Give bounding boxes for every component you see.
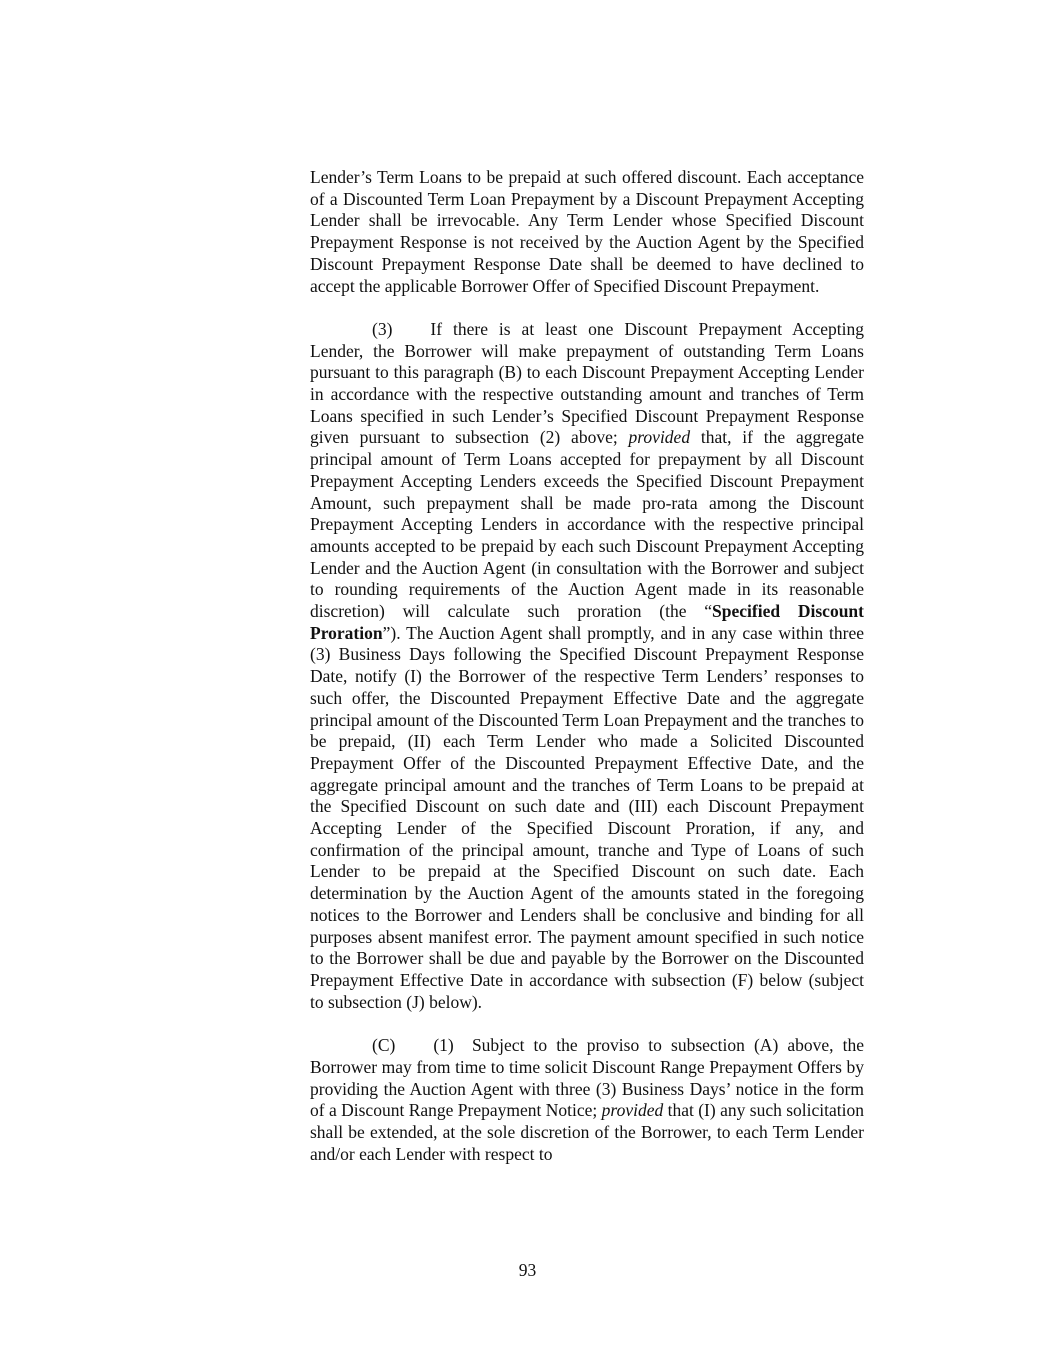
paragraph-3 [310,319,864,1014]
paragraph-text-a: If there is at least one Discount Prepayment Accepting Lender, the Borrower will make prepayment of outstanding Term Loans pursuant to this paragraph (B) to each Discount Prepayment Accepting Lender in accordance with the respective outstanding amount and tranches of Term Loans specified in such Lender’s Specified Discount Prepayment Response given pursuant to subsection (2) above; [310,318,864,448]
paragraph-text-c: ”). The Auction Agent shall promptly, and in any case within three (3) Business Days following the Specified Discount Prepayment Response Date, notify (I) the Borrower of the respective Term Lenders’ responses to such offer, the Discounted Prepayment Effective Date and the aggregate principal amount of the Discounted Term Loan Prepayment and the tranches to be prepaid, (II) each Term Lender who made a Solicited Discounted Prepayment Offer of the Discounted Prepayment Effective Date, and the aggregate principal amount and the tranches of Term Loans to be prepaid at the Specified Discount on such date and (III) each Discount Prepayment Accepting Lender of the Specified Discount Proration, if any, and confirmation of the principal amount, tranche and Type of Loans of such Lender to be prepaid at the Specified Discount on such date. Each determination by the Auction Agent of the amounts stated in the foregoing notices to the Borrower and Lenders shall be conclusive and binding for all purposes absent manifest error. The payment amount specified in such notice to the Borrower shall be due and payable by the Borrower on the Discounted Prepayment Effective Date in accordance with subsection (F) below (subject to subsection (J) below). [310,622,864,1012]
paragraph-text-b: that (I) any such solicitation shall be extended, at the sole discretion of the Borrower, to each Term Lender and/or each Lender with respect to [310,1100,864,1164]
paragraph-text: Lender’s Term Loans to be prepaid at such offered discount. Each acceptance of a Discounted Term Loan Prepayment by a Discount Prepayment Accepting Lender shall be irrevocable. Any Term Lender whose Specified Discount Prepayment Response is not received by the Auction Agent by the Specified Discount Prepayment Response Date shall be deemed to have declined to accept the applicable Borrower Offer of Specified Discount Prepayment. [310,167,864,296]
paragraph-number: (1) [433,1035,454,1056]
provided-term: provided [601,1100,664,1121]
paragraph-text-a: Subject to the proviso to subsection (A) above, the Borrower may from time to time solicit Discount Range Prepayment Offers by providing the Auction Agent with three (3) Business Days’ notice in the form of a Discount Range Prepayment Notice; [310,1035,865,1121]
provided-term: provided [628,427,691,448]
paragraph-text-b: that, if the aggregate principal amount of Term Loans accepted for prepayment by all Discount Prepayment Accepting Lenders exceeds the Specified Discount Prepayment Amount, such prepayment shall be made pro-rata among the Discount Prepayment Accepting Lenders in accordance with the respective principal amounts accepted to be prepaid by each such Discount Prepayment Accepting Lender and the Auction Agent (in consultation with the Borrower and subject to rounding requirements of the Auction Agent made in its reasonable discretion) will calculate such proration (the “ [310,427,864,622]
paragraph-c-1 [310,1035,864,1165]
defined-term: Specified Discount Proration [310,601,864,643]
body-text [310,167,864,1187]
page-number: 93 [518,1260,537,1280]
paragraph-number: (3) [372,318,393,339]
section-label: (C) [372,1035,396,1056]
paragraph-continuation [310,167,864,297]
